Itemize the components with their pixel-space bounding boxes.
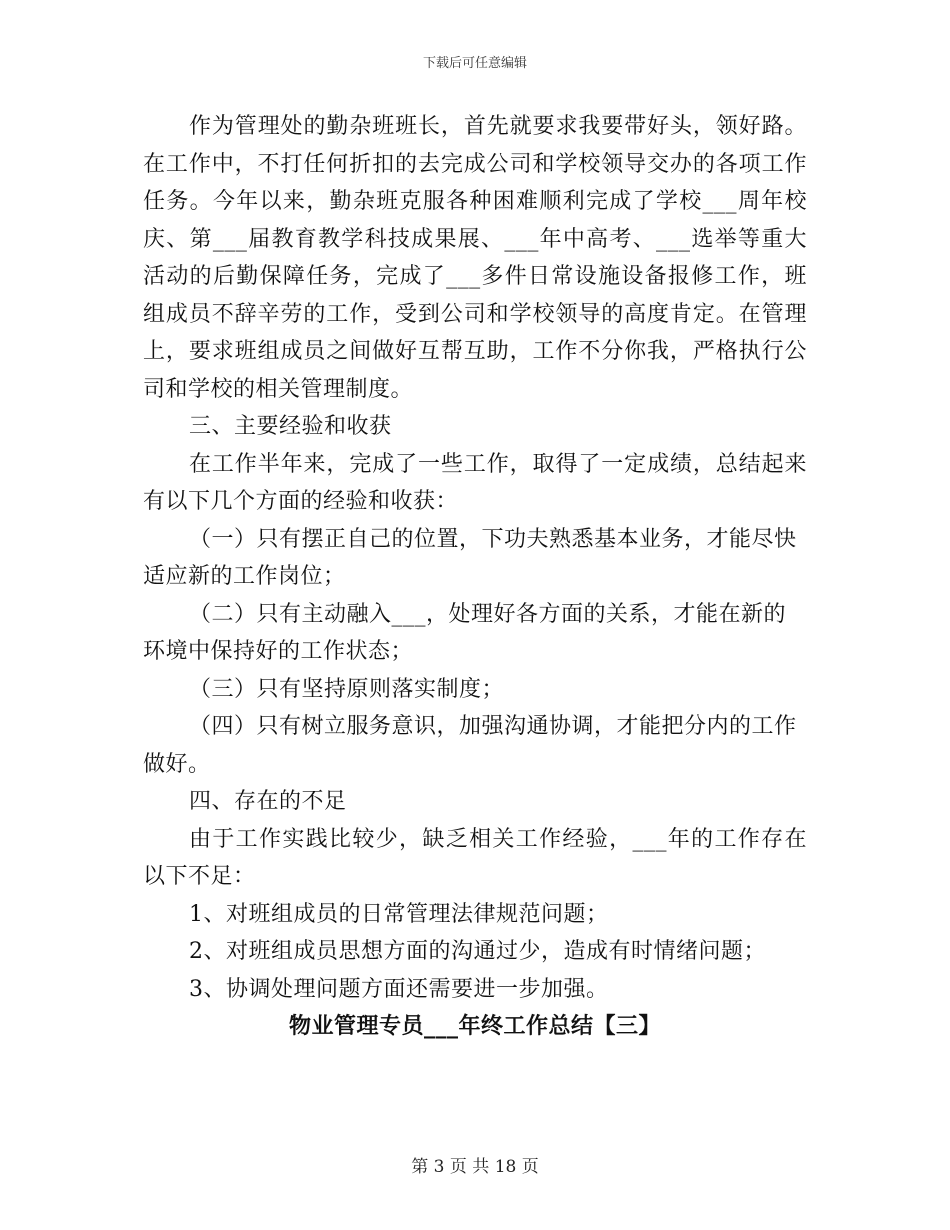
- section-heading-3: 三、主要经验和收获: [189, 414, 392, 439]
- shortcoming-item-1: 1、对班组成员的日常管理法律规范问题；: [189, 901, 609, 927]
- section-heading-4: 四、存在的不足: [189, 789, 347, 814]
- shortcoming-item-3: 3、协调处理问题方面还需要进一步加强。: [189, 976, 609, 1002]
- experience-item-3: （三）只有坚持原则落实制度；: [189, 676, 505, 702]
- page-header-note: 下载后可任意编辑: [422, 56, 527, 71]
- next-section-title: 物业管理专员___年终工作总结【三】: [288, 1013, 661, 1039]
- shortcoming-item-2: 2、对班组成员思想方面的沟通过少，造成有时情绪问题；: [189, 939, 766, 964]
- experience-item-2: （二）只有主动融入___，处理好各方面的关系，才能在新的环境中保持好的工作状态；: [143, 601, 787, 664]
- body-paragraph-1: 作为管理处的勤杂班班长，首先就要求我要带好头，领好路。在工作中，不打任何折扣的去完成公司和学校领导交办的各项工作任务。今年以来，勤杂班克服各种困难顺利完成了学校___周年校庆、第___届教育教学科技成果展、___年中高考、___选举等重大活动的后勤保障任务，完成了___多件日常设施设备报修工作，班组成员不辞辛劳的工作，受到公司和学校领导的高度肯定。在管理上，要求班组成员之间做好互帮互助，工作不分你我，严格执行公司和学校的相关管理制度。: [143, 114, 807, 402]
- experience-item-4: （四）只有树立服务意识，加强沟通协调，才能把分内的工作做好。: [143, 714, 797, 777]
- body-paragraph-2: 在工作半年来，完成了一些工作，取得了一定成绩，总结起来有以下几个方面的经验和收获：: [143, 451, 807, 514]
- document-body: [143, 108, 807, 1046]
- page-number-footer: 第 3 页 共 18 页: [411, 1157, 539, 1177]
- experience-item-1: （一）只有摆正自己的位置，下功夫熟悉基本业务，才能尽快适应新的工作岗位；: [143, 526, 797, 589]
- body-paragraph-3: 由于工作实践比较少，缺乏相关工作经验，___年的工作存在以下不足：: [143, 826, 807, 889]
